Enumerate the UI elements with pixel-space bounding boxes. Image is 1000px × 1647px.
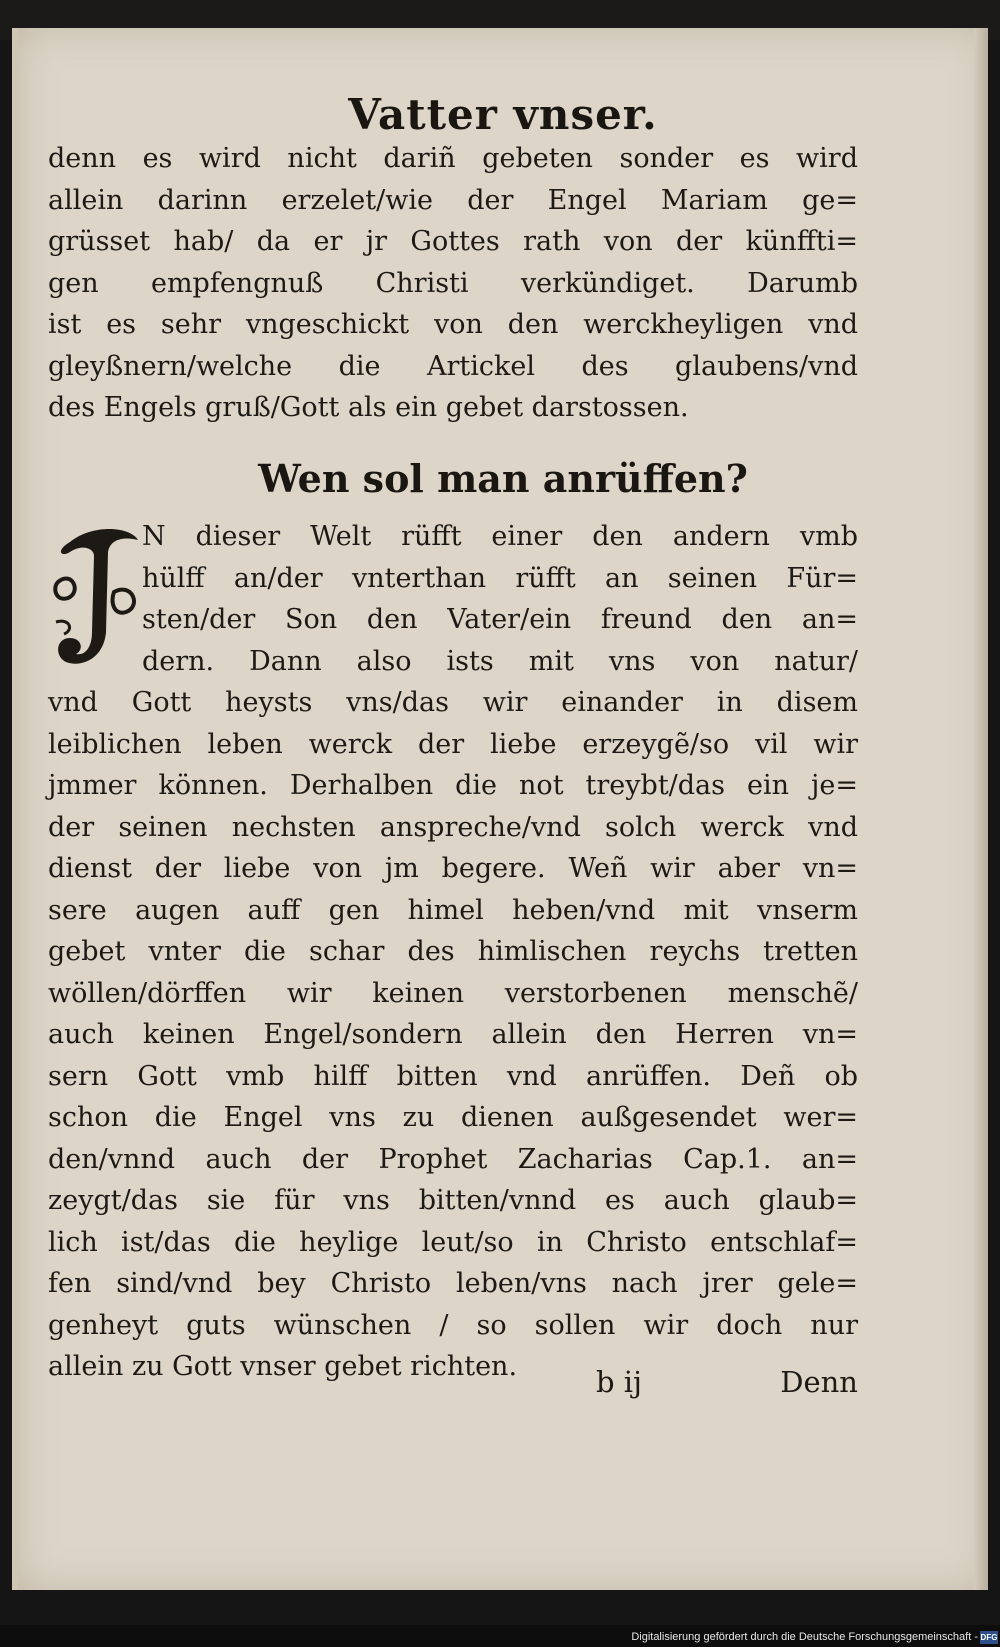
text-line: auch keinen Engel/sondern allein den Herren vn=	[48, 1019, 858, 1050]
text-line: dienst der liebe von jm begere. Weñ wir aber vn=	[48, 853, 858, 884]
digitization-footer	[0, 1625, 1000, 1647]
text-line: jmmer können. Derhalben die not treybt/das ein je=	[48, 770, 858, 801]
text-line: des Engels gruß/Gott als ein gebet darstossen.	[48, 392, 689, 423]
text-line: grüsset hab/ da er jr Gottes rath von der künffti=	[48, 226, 858, 257]
text-line: hülff an/der vnterthan rüfft an seinen Für=	[142, 562, 858, 594]
main-paragraph	[48, 516, 858, 1388]
text-line: allein zu Gott vnser gebet richten.	[48, 1351, 518, 1382]
funding-credit: Digitalisierung gefördert durch die Deutsche Forschungsgemeinschaft -	[631, 1631, 978, 1643]
running-head: Vatter vnser.	[348, 90, 658, 139]
page-edge	[974, 28, 988, 1590]
text-line: denn es wird nicht dariñ gebeten sonder es wird	[48, 143, 858, 174]
text-line: der seinen nechsten anspreche/vnd solch werck vnd	[48, 811, 858, 843]
text-line: genheyt guts wünschen / so sollen wir doch nur	[48, 1309, 858, 1341]
text-line: schon die Engel vns zu dienen außgesendet wer=	[48, 1102, 858, 1133]
text-line: sere augen auff gen himel heben/vnd mit vnserm	[48, 894, 858, 926]
text-line: dern. Dann also ists mit vns von natur/	[142, 645, 858, 677]
text-line: lich ist/das die heylige leut/so in Christo entschlaf=	[48, 1226, 858, 1258]
text-line: fen sind/vnd bey Christo leben/vns nach jrer gele=	[48, 1268, 858, 1299]
text-line: zeygt/das sie für vns bitten/vnnd es auch glaub=	[48, 1185, 858, 1216]
text-line: N dieser Welt rüfft einer den andern vmb	[142, 521, 858, 552]
text-line: gen empfengnuß Christi verkündiget. Darumb	[48, 267, 858, 299]
section-heading: Wen sol man anrüffen?	[258, 456, 748, 501]
text-line: den/vnnd auch der Prophet Zacharias Cap.1. an=	[48, 1143, 858, 1175]
text-line: ist es sehr vngeschickt von den werckheyligen vnd	[48, 309, 858, 340]
top-paragraph	[48, 138, 858, 429]
page-footer-line	[48, 1365, 858, 1407]
text-line: allein darinn erzelet/wie der Engel Mariam ge=	[48, 184, 858, 216]
text-line: gebet vnter die schar des himlischen reychs tretten	[48, 936, 858, 967]
text-line: wöllen/dörffen wir keinen verstorbenen menschẽ/	[48, 977, 858, 1009]
text-line: sten/der Son den Vater/ein freund den an=	[142, 604, 858, 635]
dfg-logo-icon: DFG	[980, 1633, 998, 1642]
catchword: Denn	[780, 1365, 858, 1399]
signature-mark: b ij	[596, 1365, 643, 1399]
text-line: leiblichen leben werck der liebe erzeygẽ/so vil wir	[48, 728, 858, 760]
book-page	[12, 28, 988, 1590]
text-line: sern Gott vmb hilff bitten vnd anrüffen. Deñ ob	[48, 1060, 858, 1092]
text-line: gleyßnern/welche die Artickel des glaubens/vnd	[48, 350, 858, 382]
text-line: vnd Gott heysts vns/das wir einander in disem	[48, 687, 858, 718]
